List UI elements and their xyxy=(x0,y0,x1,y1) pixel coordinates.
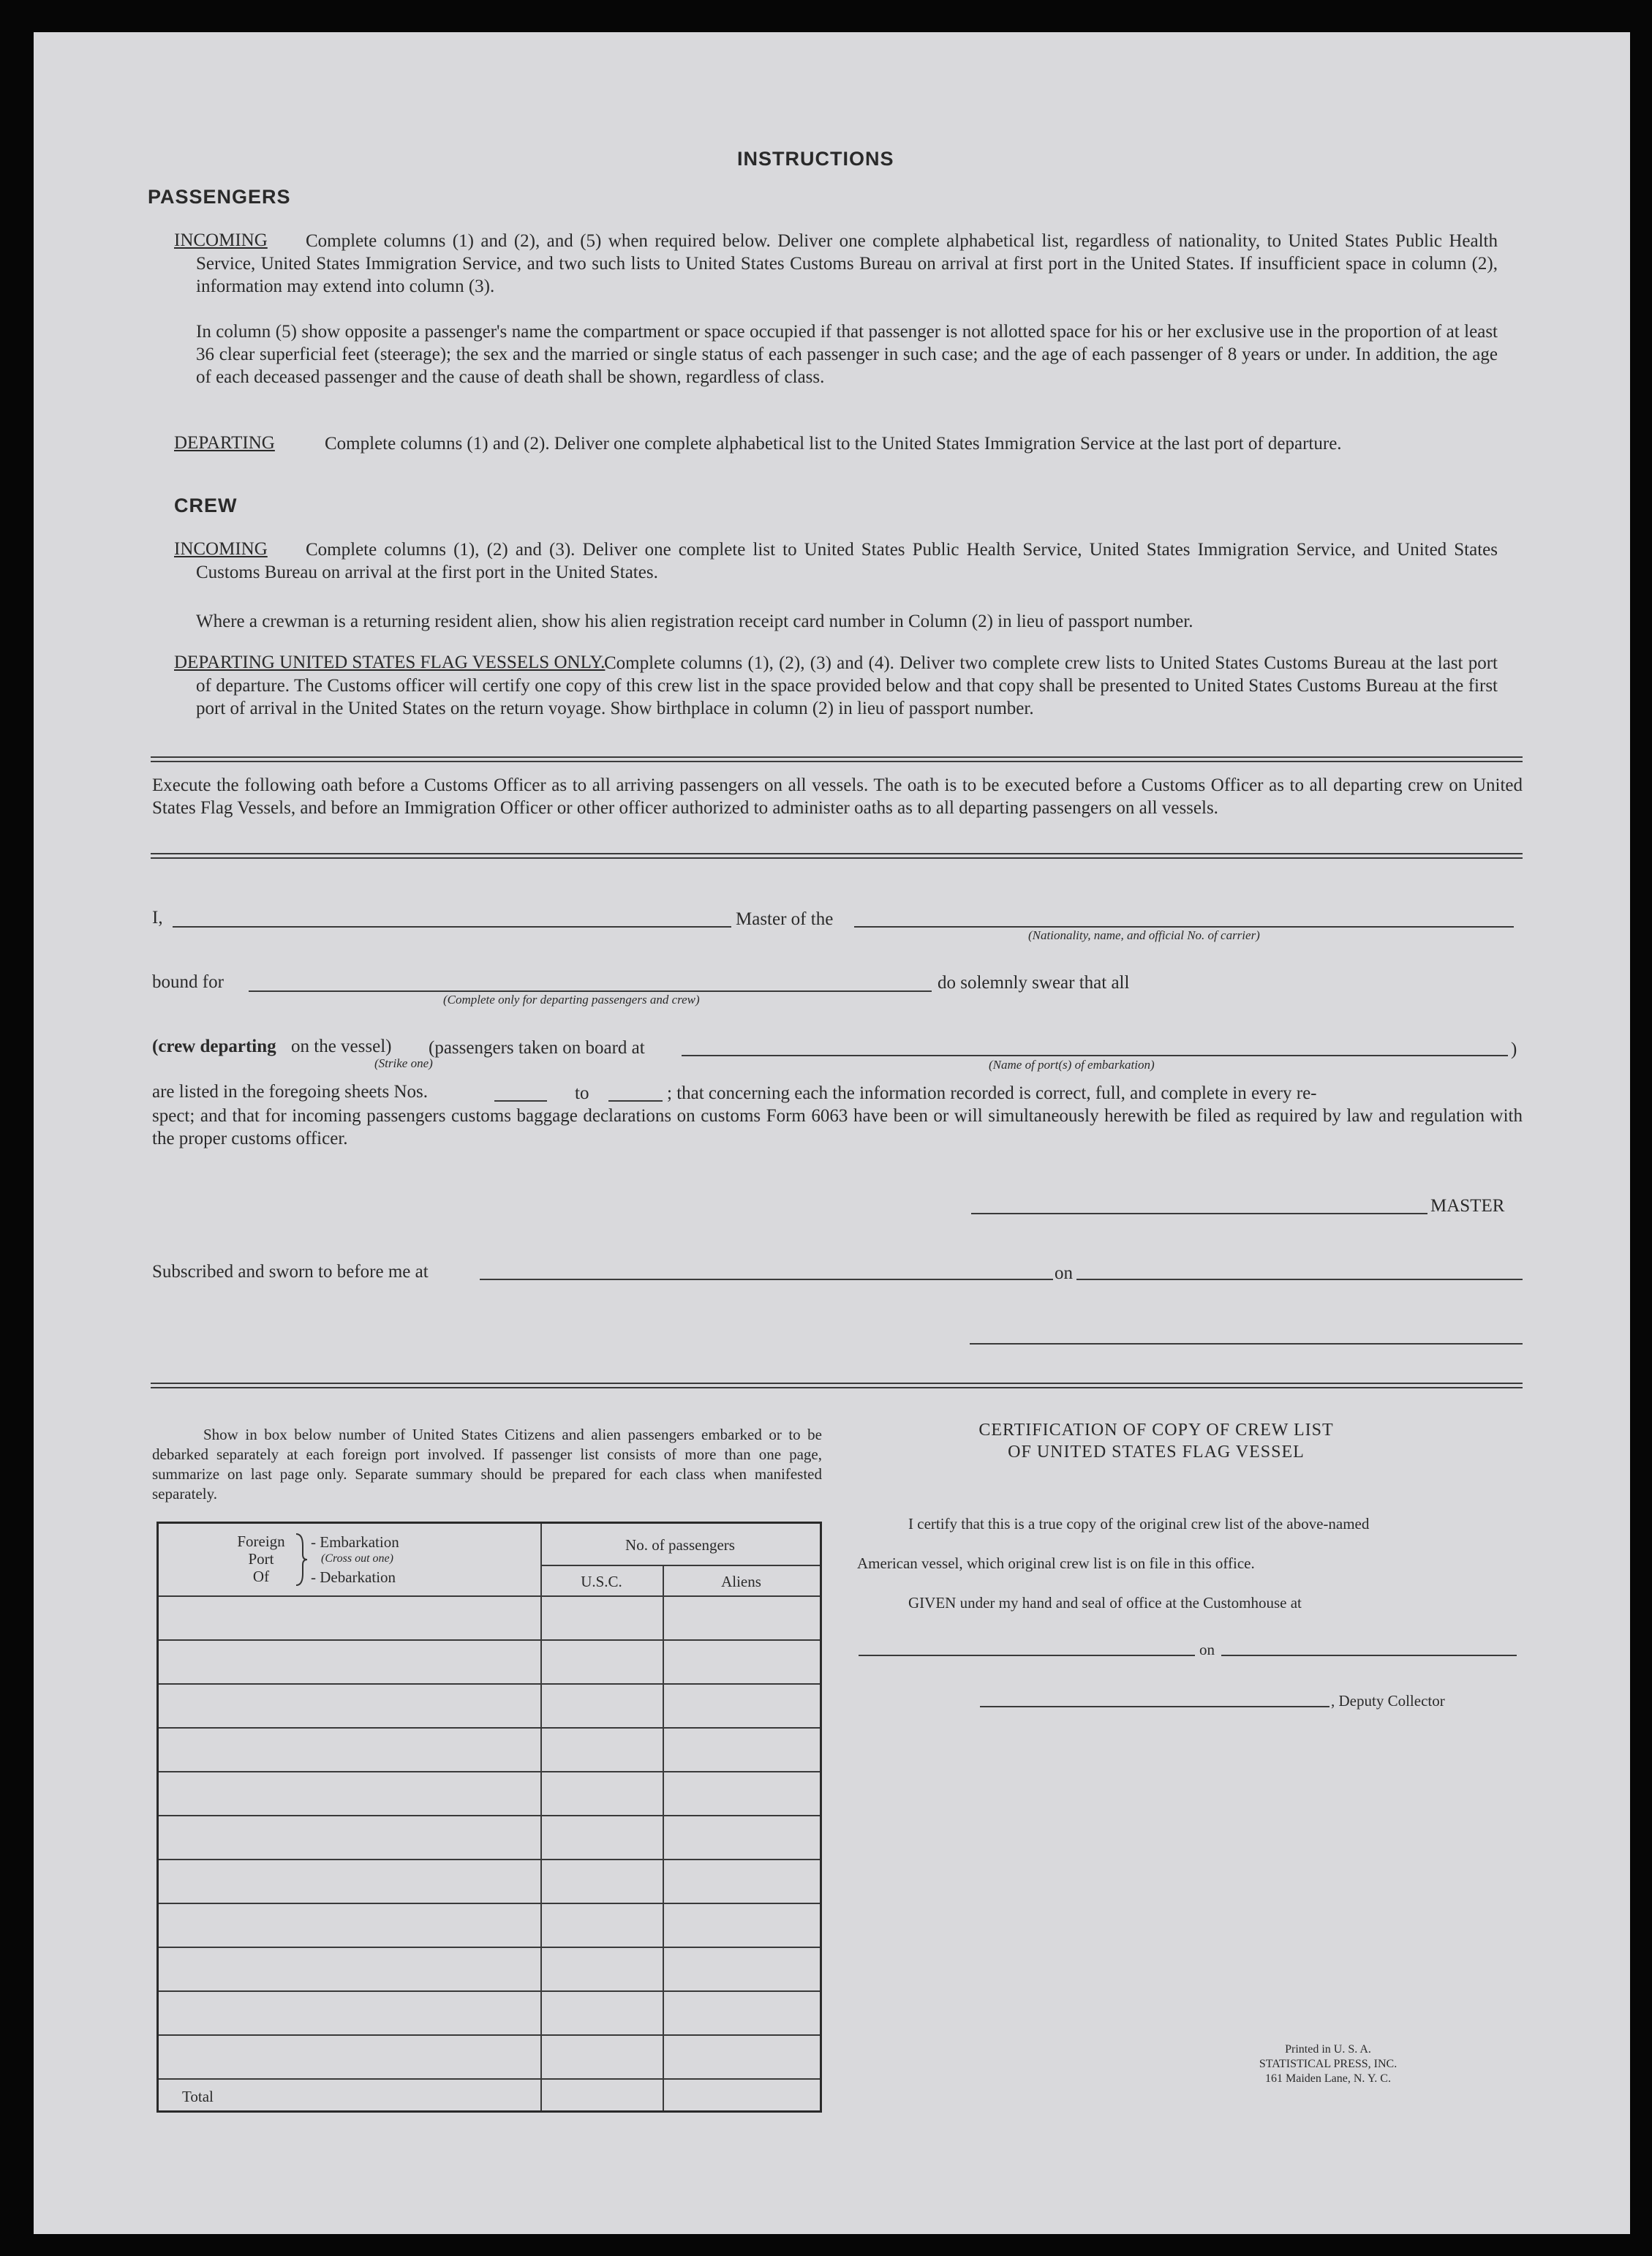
listed-text-2: ; that concerning each the information recorded is correct, full, and complete in every re- xyxy=(667,1083,1317,1103)
master-signature-field[interactable] xyxy=(971,1213,1427,1214)
foreign-port-of-label: Foreign Port Of xyxy=(237,1533,285,1585)
table-row xyxy=(159,2078,820,2080)
table-row xyxy=(159,1595,820,1597)
oath-instruction: Execute the following oath before a Customs Officer as to all arriving passengers on all vessels. The oath is to be executed before a Customs Officer as to all departing crew on United States Flag Vessels, and before an Immigration Officer or other officer authorized to administer oaths as to all departing passengers on all vessels. xyxy=(152,775,1523,818)
summary-instructions: Show in box below number of United States Citizens and alien passengers embarked or to be debarked separately at each foreign port involved. If passenger list consists of more than one page, summarize on last page only. Separate summary should be prepared for each class when manifested separately. xyxy=(152,1426,822,1503)
divider xyxy=(151,756,1523,762)
listed-text-rest: spect; and that for incoming passengers customs baggage declarations on customs Form 6063 have been or will simultaneously herewith be filed as required by law and regulation with the proper customs officer. xyxy=(152,1106,1523,1148)
master-of-the-label: Master of the xyxy=(736,909,834,929)
crew-resident-text: Where a crewman is a returning resident alien, show his alien registration receipt card number in Column (2) in lieu of passport number. xyxy=(196,612,1193,631)
on-the-vessel-text: on the vessel) xyxy=(291,1037,392,1056)
deputy-collector-label: , Deputy Collector xyxy=(1331,1692,1445,1710)
customhouse-field[interactable] xyxy=(859,1655,1195,1656)
crew-incoming-text: Complete columns (1), (2) and (3). Deliver one complete list to United States Public Health Service, United States Immigration Service, and United States Customs Bureau on arrival at the first port in the United States. xyxy=(196,540,1498,582)
crew-incoming-label: INCOMING xyxy=(174,539,268,559)
subscribed-label: Subscribed and sworn to before me at xyxy=(152,1262,429,1282)
port-caption: (Name of port(s) of embarkation) xyxy=(989,1058,1155,1072)
table-row xyxy=(159,1771,820,1772)
table-row xyxy=(159,1990,820,1992)
cross-out-caption: (Cross out one) xyxy=(321,1552,393,1565)
deputy-signature-field[interactable] xyxy=(980,1706,1329,1707)
certification-heading-1: CERTIFICATION OF COPY OF CREW LIST xyxy=(978,1421,1334,1440)
no-passengers-header: No. of passengers xyxy=(625,1536,735,1554)
master-label: MASTER xyxy=(1430,1196,1505,1216)
sheet-from-field[interactable] xyxy=(494,1100,547,1102)
sworn-date-field[interactable] xyxy=(1076,1279,1523,1280)
table-row xyxy=(159,2034,820,2036)
passenger-summary-table xyxy=(156,1522,822,2113)
brace-icon xyxy=(294,1533,309,1587)
passengers-departing-text: Complete columns (1) and (2). Deliver one complete alphabetical list to the United States Immigration Service at the last port of departure. xyxy=(325,434,1342,454)
sworn-on-label: on xyxy=(1055,1263,1073,1283)
carrier-field[interactable] xyxy=(854,926,1514,928)
swear-text: do solemnly swear that all xyxy=(938,973,1130,993)
bound-for-label: bound for xyxy=(152,972,224,992)
certification-heading-2: OF UNITED STATES FLAG VESSEL xyxy=(1008,1443,1305,1462)
sheet-to-field[interactable] xyxy=(608,1100,663,1102)
table-row xyxy=(159,1903,820,1904)
sworn-at-field[interactable] xyxy=(480,1279,1053,1280)
listed-text-1: are listed in the foregoing sheets Nos. xyxy=(152,1082,428,1102)
page-title: INSTRUCTIONS xyxy=(737,148,894,170)
bound-for-field[interactable] xyxy=(249,990,932,992)
table-row xyxy=(159,1639,820,1641)
certification-on-label: on xyxy=(1199,1641,1215,1658)
embarkation-option: - Embarkation xyxy=(311,1533,399,1551)
table-row xyxy=(159,1947,820,1948)
crew-departing-label: DEPARTING UNITED STATES FLAG VESSELS ONLY. xyxy=(174,653,606,672)
table-row xyxy=(159,1683,820,1685)
total-label: Total xyxy=(182,2088,214,2105)
passengers-heading: PASSENGERS xyxy=(148,186,291,208)
column-divider xyxy=(663,1565,664,2110)
master-name-field[interactable] xyxy=(173,926,731,928)
certification-line-2: American vessel, which original crew list is on file in this office. xyxy=(857,1554,1255,1572)
table-row xyxy=(159,1859,820,1860)
to-label: to xyxy=(575,1083,589,1103)
crew-heading: CREW xyxy=(174,495,238,516)
divider xyxy=(151,853,1523,859)
column-divider xyxy=(540,1524,542,2110)
crew-departing-option: (crew departing xyxy=(152,1037,276,1056)
debarkation-option: - Debarkation xyxy=(311,1568,396,1586)
header-divider xyxy=(540,1565,820,1566)
table-row xyxy=(159,1815,820,1816)
crew-departing-text: Complete columns (1), (2), (3) and (4). Deliver two complete crew lists to United States Customs Bureau at the last port of departure. The Customs officer will certify one copy of this crew list in the space provided below and that copy shall be presented to United States Customs Bureau at the first port of arrival in the United States on the return voyage. Show birthplace in column (2) in lieu of passport number. xyxy=(196,653,1498,718)
divider xyxy=(151,1383,1523,1388)
strike-one-caption: (Strike one) xyxy=(374,1056,433,1070)
usc-header: U.S.C. xyxy=(581,1573,622,1590)
certification-date-field[interactable] xyxy=(1221,1655,1517,1656)
printer-imprint: Printed in U. S. A. STATISTICAL PRESS, INC. 161 Maiden Lane, N. Y. C. xyxy=(1259,2043,1398,2085)
passengers-column5-text: In column (5) show opposite a passenger's name the compartment or space occupied if that passenger is not allotted space for his or her exclusive use in the proportion of at least 36 clear superficial feet (steerage); the sex and the married or single status of each passenger in such case; and the age of each passenger of 8 years or under. In addition, the age of each deceased passenger and the cause of death shall be shown, regardless of class. xyxy=(196,322,1498,387)
bound-for-caption: (Complete only for departing passengers and crew) xyxy=(443,993,700,1007)
oath-i-label: I, xyxy=(152,908,163,928)
aliens-header: Aliens xyxy=(721,1573,761,1590)
passengers-incoming-text: Complete columns (1) and (2), and (5) when required below. Deliver one complete alphabetical list, regardless of nationality, to United States Public Health Service, United States Immigration Service, and two such lists to United States Customs Bureau on arrival at first port in the United States. If insufficient space in column (2), information may extend into column (3). xyxy=(196,231,1498,296)
close-paren: ) xyxy=(1511,1039,1517,1059)
port-of-embarkation-field[interactable] xyxy=(682,1055,1508,1056)
table-row xyxy=(159,1727,820,1729)
passengers-incoming-label: INCOMING xyxy=(174,230,268,250)
certification-line-3: GIVEN under my hand and seal of office at the Customhouse at xyxy=(908,1594,1302,1612)
carrier-caption: (Nationality, name, and official No. of carrier) xyxy=(1028,928,1260,942)
officer-signature-field[interactable] xyxy=(970,1343,1523,1345)
passengers-departing-label: DEPARTING xyxy=(174,433,275,453)
passengers-taken-option: (passengers taken on board at xyxy=(429,1038,645,1058)
certification-line-1: I certify that this is a true copy of the original crew list of the above-named xyxy=(908,1515,1370,1533)
form-page xyxy=(34,32,1630,2234)
